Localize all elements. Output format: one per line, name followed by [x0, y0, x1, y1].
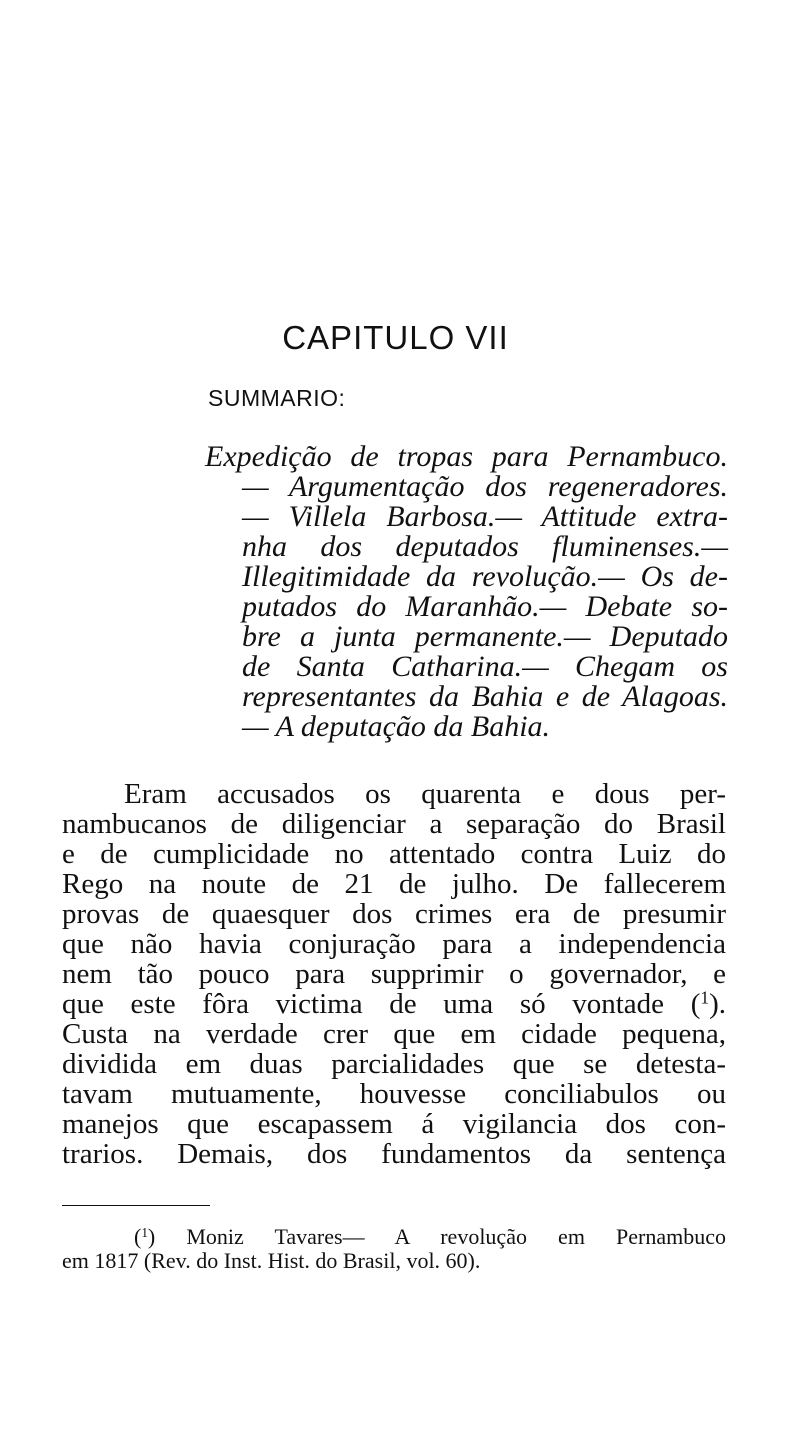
body-line: provas de quaesquer dos crimes era de presumir [62, 898, 726, 930]
summary-line: — Villela Barbosa.— Attitude extra- [242, 500, 728, 533]
body-line: Custa na verdade crer que em cidade pequena, [62, 1018, 726, 1050]
body-line: Rego na noute de 21 de julho. De fallecerem [62, 868, 726, 900]
footnote-reference: 1 [700, 987, 710, 1008]
footnote-line: em 1817 (Rev. do Inst. Hist. do Brasil, vol. 60). [62, 1248, 481, 1273]
summary-line: representantes da Bahia e de Alagoas. [242, 680, 728, 713]
body-line: dividida em duas parcialidades que se detesta- [62, 1048, 726, 1080]
summary-heading: SUMMARIO: [208, 385, 346, 411]
footnote-reference-close: ). [709, 988, 726, 1020]
summary-line: — Argumentação dos regeneradores. [242, 470, 728, 503]
body-line: manejos que escapassem á vigilancia dos con- [62, 1108, 726, 1140]
footnote-line [134, 1225, 726, 1249]
summary-line: — A deputação da Bahia. [242, 710, 551, 743]
body-line: nambucanos de diligenciar a separação do Brasil [62, 808, 726, 840]
summary-line: bre a junta permanente.— Deputado [242, 620, 728, 653]
body-line-with-note [62, 989, 726, 1021]
summary-line: nha dos deputados fluminenses.— [242, 530, 728, 563]
summary-line: Expedição de tropas para Pernambuco. [205, 440, 728, 473]
body-line: e de cumplicidade no attentado contra Luiz do [62, 838, 726, 870]
body-line: que não havia conjuração para a independencia [62, 928, 726, 960]
footnote-marker: 1 [141, 1224, 148, 1240]
body-line: trarios. Demais, dos fundamentos da sentença [62, 1138, 726, 1170]
footnote-marker-open: ( [134, 1224, 142, 1249]
summary-line: Illegitimidade da revolução.— Os de- [242, 560, 728, 593]
chapter-title-text: CAPITULO VII [282, 319, 509, 356]
body-line: tavam mutuamente, houvesse conciliabulos ou [62, 1078, 726, 1110]
footnote-text: Moniz Tavares— A revolução em Pernambuco [186, 1224, 727, 1249]
body-line: Eram accusados os quarenta e dous per- [124, 778, 726, 810]
body-line: nem tão pouco para supprimir o governador, e [62, 958, 726, 990]
summary-line: putados do Maranhão.— Debate so- [242, 590, 728, 623]
chapter-title [0, 318, 801, 358]
footnote-marker-close: ) [147, 1224, 156, 1249]
summary-line: de Santa Catharina.— Chegam os [242, 650, 728, 683]
body-line-text: que este fôra victima de uma só vontade ( [62, 988, 701, 1020]
footnote-divider [62, 1205, 210, 1206]
